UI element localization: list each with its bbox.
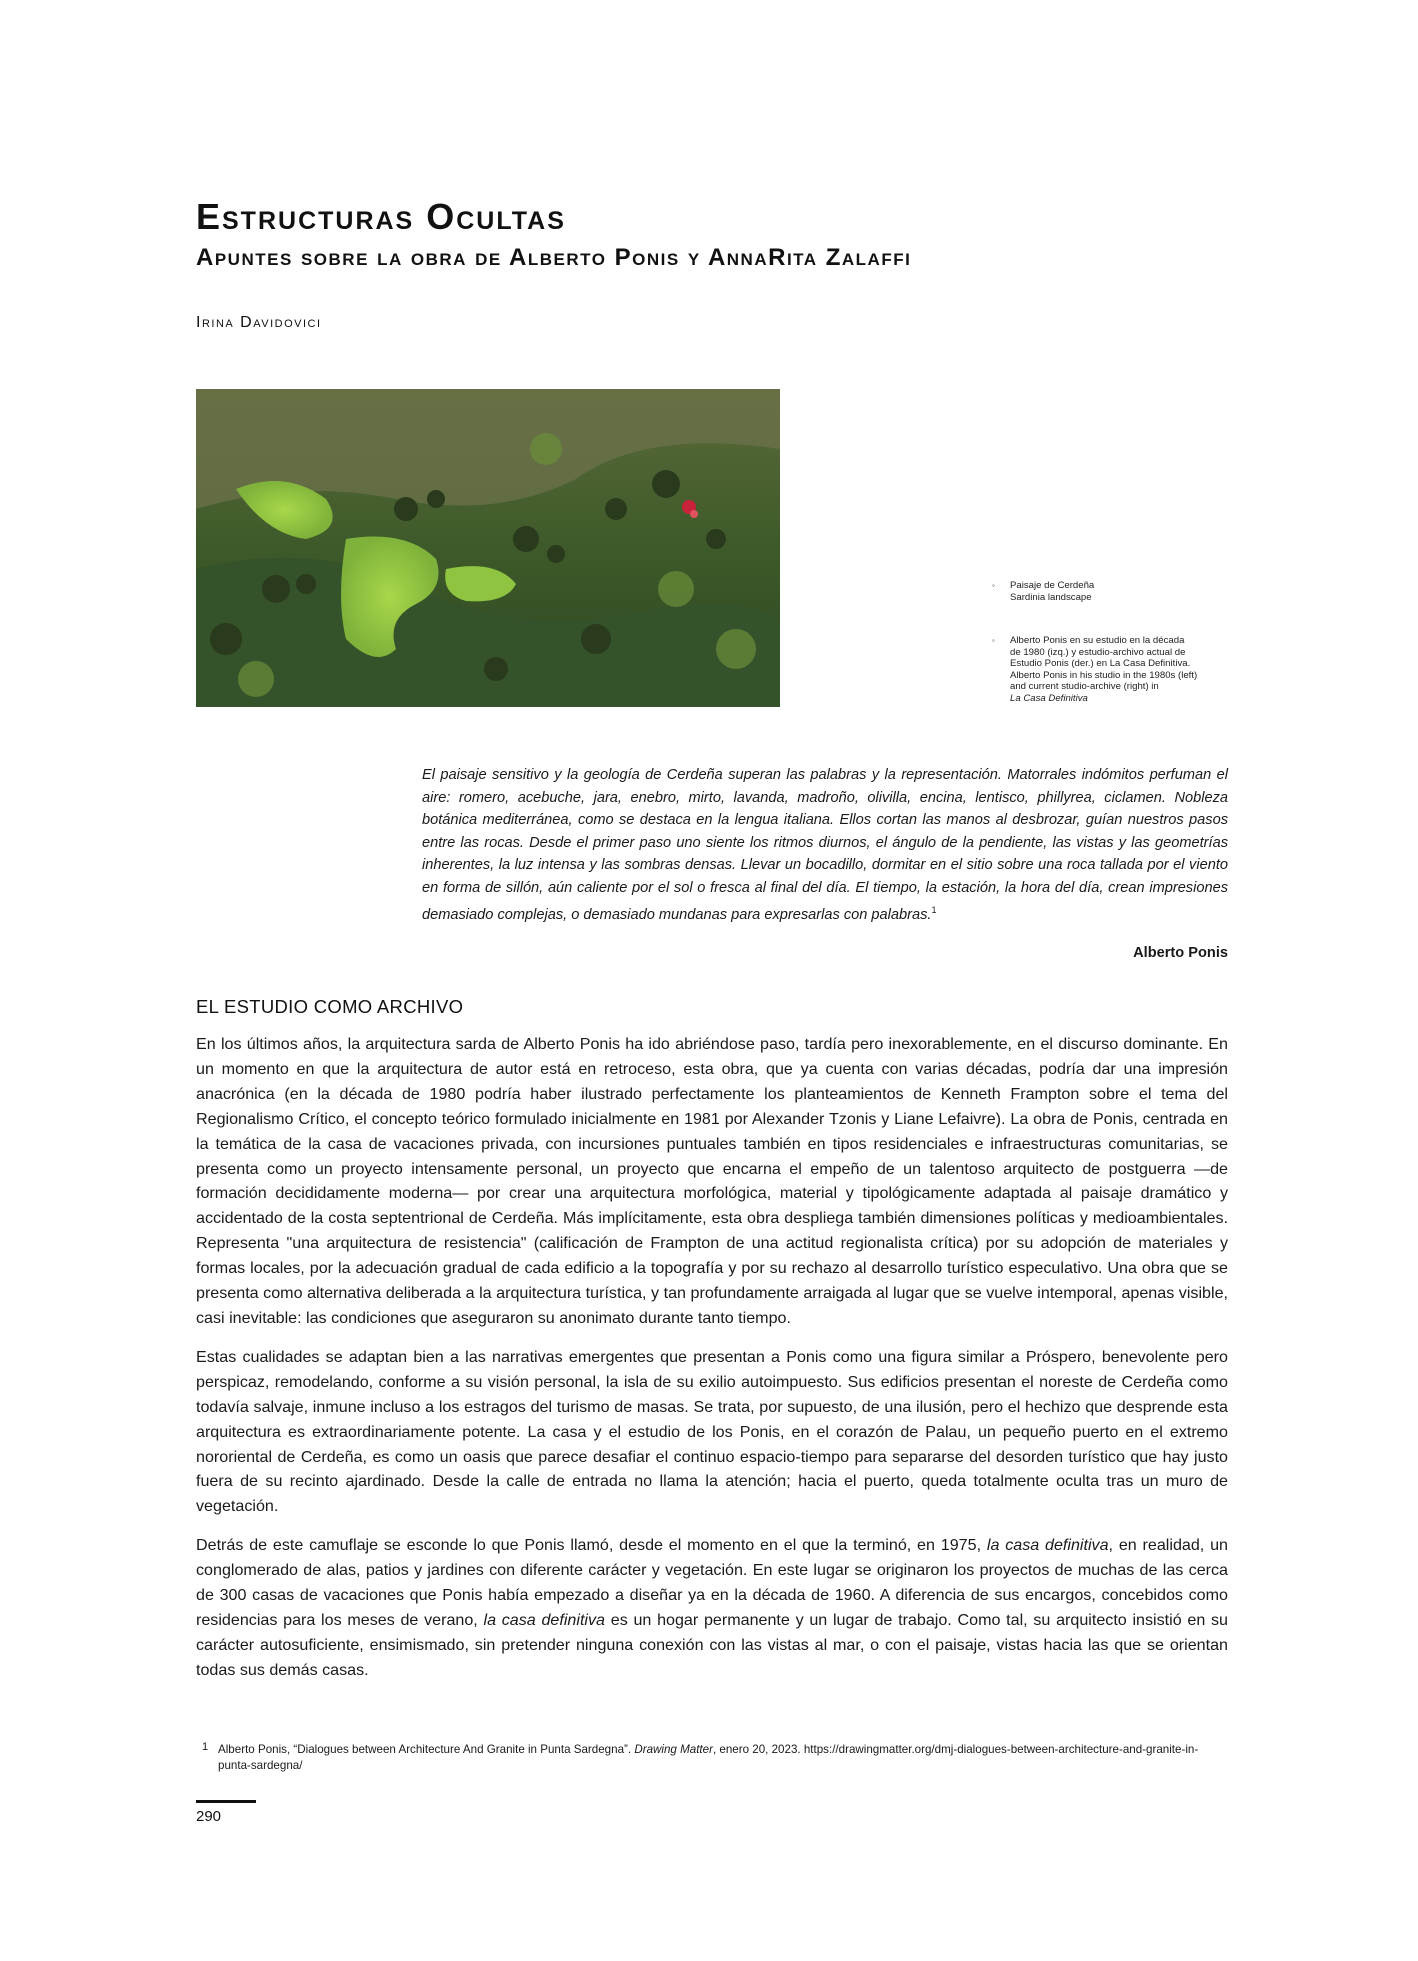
emphasis-text: la casa definitiva — [483, 1610, 606, 1629]
caption-marker: ◦ — [992, 636, 995, 645]
body-paragraph: Estas cualidades se adaptan bien a las narrativas emergentes que presentan a Ponis como una figura similar a Próspero, benevolente pero perspicaz, remodelando, conforme a su visión personal, la isla de su exilio autoimpuesto. Sus edificios presentan el noreste de Cerdeña como todavía salvaje, inmune incluso a los estragos del turismo de masas. Se trata, por supuesto, de una ilusión, pero el hechizo que desprende esta arquitectura es extraordinariamente potente. La casa y el estudio de los Ponis, en el corazón de Palau, un pequeño puerto en el extremo nororiental de Cerdeña, es como un oasis que parece desafiar el continuo espacio-tiempo para separarse del desorden turístico que hay justo fuera de su recinto ajardinado. Desde la calle de entrada no llama la atención; hacia el puerto, queda totalmente oculta tras un muro de vegetación. — [196, 1347, 1228, 1516]
epigraph-quote — [422, 764, 1228, 926]
caption-line: Alberto Ponis en su estudio en la década — [1010, 635, 1185, 646]
epigraph-attribution: Alberto Ponis — [1133, 945, 1228, 961]
epigraph-text: El paisaje sensitivo y la geología de Cerdeña superan las palabras y la representación. Matorrales indómitos perfuman el aire: romero, acebuche, jara, enebro, mirto, lavanda, madroño, olivilla, encina, lentisco, phillyrea, ciclamen. Nobleza botánica mediterránea, como se destaca en la lengua italiana. Ellos cortan las manos al desbrozar, guían nuestros pasos entre las rocas. Desde el primer paso uno siente los ritmos diurnos, el ángulo de la pendiente, las vistas y las geometrías inherentes, la luz intensa y las sombras densas. Llevar un bocadillo, dormitar en el sitio sobre una roca tallada por el viento en forma de sillón, aún caliente por el sol o fresca al final del día. El tiempo, la estación, la hora del día, crean impresiones demasiado complejas, o demasiado mundanas para expresarlas con palabras. — [422, 767, 1228, 923]
page-number-rule — [196, 1800, 256, 1803]
caption-line: Paisaje de Cerdeña — [1010, 580, 1095, 591]
caption-line: Estudio Ponis (der.) en La Casa Definitiva. — [1010, 658, 1191, 669]
caption-line: de 1980 (izq.) y estudio-archivo actual de — [1010, 646, 1186, 658]
caption-line: Sardinia landscape — [1010, 591, 1092, 603]
paragraph-text: Detrás de este camuflaje se esconde lo que Ponis llamó, desde el momento en el que la terminó, en 1975, — [196, 1536, 987, 1555]
footnote-number: 1 — [202, 1741, 209, 1753]
article-title: Estructuras Ocultas — [196, 196, 566, 237]
caption-marker: ◦ — [992, 581, 995, 590]
caption-studio — [992, 635, 1232, 704]
article-author: Irina Davidovici — [196, 314, 322, 331]
sardinia-landscape-photo — [196, 389, 780, 707]
body-paragraph: En los últimos años, la arquitectura sarda de Alberto Ponis ha ido abriéndose paso, tardía pero inexorablemente, en el discurso dominante. En un momento en que la arquitectura de autor está en retroceso, esta obra, que ya cuenta con varias décadas, podría dar una impresión anacrónica (en la década de 1980 podría haber ilustrado perfectamente los planteamientos de Kenneth Frampton sobre el tema del Regionalismo Crítico, el concepto teórico formulado inicialmente en 1981 por Alexander Tzonis y Liane Lefaivre). La obra de Ponis, centrada en la temática de la casa de vacaciones privada, con incursiones puntuales también en tipos residenciales e infraestructuras comunitarias, se presenta como un proyecto intensamente personal, un proyecto que encarna el empeño de un talentoso arquitecto de postguerra —de formación decididamente moderna— por crear una arquitectura morfológica, material y tipológicamente adaptada al paisaje dramático y accidentado de la costa septentrional de Cerdeña. Más implícitamente, esta obra despliega también dimensiones políticas y medioambientales. Representa "una arquitectura de resistencia" (calificación de Frampton de una actitud regionalista crítica) por su adopción de materiales y formas locales, por la adecuación gradual de cada edificio a la topografía y por su rechazo al desarrollo turístico especulativo. Una obra que se presenta como alternativa deliberada a la arquitectura turística, y tan profundamente arraigada al lugar que se vuelve intemporal, apenas visible, casi inevitable: las condiciones que aseguraron su anonimato durante tanto tiempo. — [196, 1035, 1228, 1327]
paragraph-text: es un hogar permanente y un lugar de trabajo. Como tal, su arquitecto insistió en su carácter autosuficiente, ensimismado, sin pretender ninguna conexión con las vistas al mar, o con el paisaje, vistas hacia las que se orientan todas sus demás casas. — [196, 1610, 1229, 1679]
caption-line: and current studio-archive (right) in — [1010, 681, 1159, 692]
article-subtitle: Apuntes sobre la obra de Alberto Ponis y AnnaRita Zalaffi — [196, 244, 912, 271]
landscape-image — [196, 389, 780, 707]
caption-landscape — [992, 580, 1232, 603]
page-number: 290 — [196, 1808, 222, 1825]
footnote-link[interactable]: , enero 20, 2023. https://drawingmatter.org/dmj-dialogues-between-architecture-and-granite-in-punta-sardegna/ — [218, 1743, 1199, 1772]
footnote — [202, 1742, 1228, 1774]
paragraph-text: , en realidad, un conglomerado de alas, patios y jardines con diferente carácter y vegetación. En este lugar se originaron los proyectos de muchas de las cerca de 300 casas de vacaciones que Ponis había empezado a diseñar ya en la década de 1960. A diferencia de sus encargos, concebidos como residencias para los meses de verano, — [196, 1536, 1228, 1629]
body-paragraph — [196, 1533, 1228, 1682]
section-heading: EL ESTUDIO COMO ARCHIVO — [196, 996, 464, 1017]
footnote-text-part: Alberto Ponis, “Dialogues between Architecture And Granite in Punta Sardegna”. — [218, 1743, 635, 1756]
emphasis-text: la casa definitiva — [986, 1536, 1109, 1555]
footnote-text — [218, 1742, 1228, 1774]
article-body — [196, 1032, 1228, 1697]
caption-line: La Casa Definitiva — [1010, 692, 1088, 704]
photo-captions — [992, 580, 1232, 736]
footnote-source: Drawing Matter — [634, 1743, 713, 1756]
footnote-ref[interactable]: 1 — [931, 905, 937, 915]
caption-line: Alberto Ponis in his studio in the 1980s (left) — [1010, 669, 1198, 681]
